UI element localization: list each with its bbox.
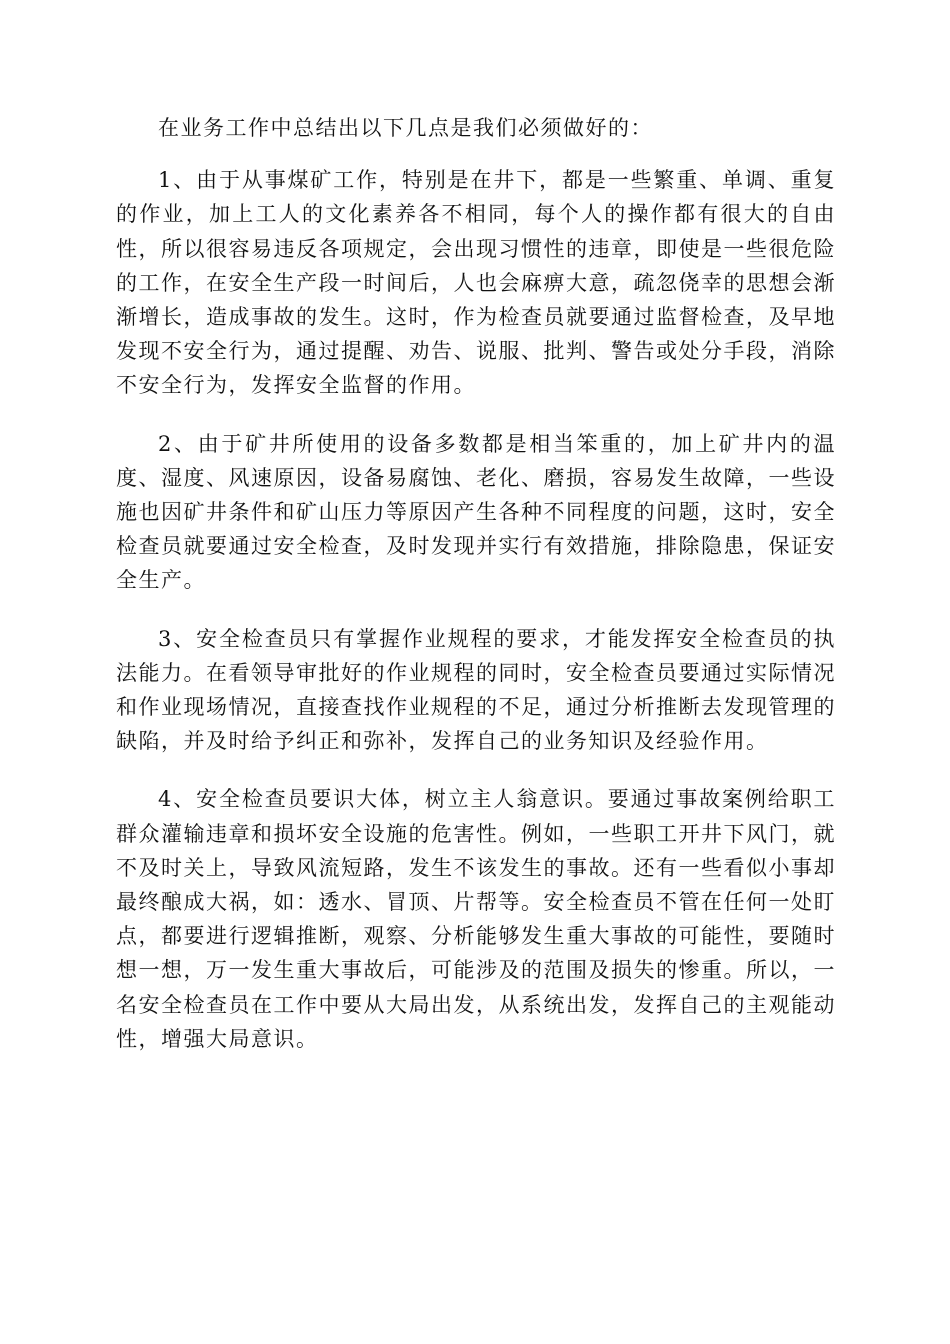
paragraph-3: 3、安全检查员只有掌握作业规程的要求，才能发挥安全检查员的执法能力。在看领导审批好的作业规程的同时，安全检查员要通过实际情况和作业现场情况，直接查找作业规程的不足，通过分析推断去发现管理的缺陷，并及时给予纠正和弥补，发挥自己的业务知识及经验作用。 xyxy=(116,626,836,754)
paragraph-1: 1、由于从事煤矿工作，特别是在井下，都是一些繁重、单调、重复的作业，加上工人的文化素养各不相同，每个人的操作都有很大的自由性，所以很容易违反各项规定，会出现习惯性的违章，即使是一些很危险的工作，在安全生产段一时间后，人也会麻痹大意，疏忽侥幸的思想会渐渐增长，造成事故的发生。这时，作为检查员就要通过监督检查，及早地发现不安全行为，通过提醒、劝告、说服、批判、警告或处分手段，消除不安全行为，发挥安全监督的作用。 xyxy=(116,168,836,398)
intro-paragraph: 在业务工作中总结出以下几点是我们必须做好的： xyxy=(158,116,653,140)
paragraph-4: 4、安全检查员要识大体，树立主人翁意识。要通过事故案例给职工群众灌输违章和损坏安全设施的危害性。例如，一些职工开井下风门，就不及时关上，导致风流短路，发生不该发生的事故。还有一些看似小事却最终酿成大祸，如：透水、冒顶、片帮等。安全检查员不管在任何一处盯点，都要进行逻辑推断，观察、分析能够发生重大事故的可能性，要随时想一想，万一发生重大事故后，可能涉及的范围及损失的惨重。所以，一名安全检查员在工作中要从大局出发，从系统出发，发挥自己的主观能动性，增强大局意识。 xyxy=(116,787,836,1051)
paragraph-2: 2、由于矿井所使用的设备多数都是相当笨重的，加上矿井内的温度、湿度、风速原因，设备易腐蚀、老化、磨损，容易发生故障，一些设施也因矿井条件和矿山压力等原因产生各种不同程度的问题，这时，安全检查员就要通过安全检查，及时发现并实行有效措施，排除隐患，保证安全生产。 xyxy=(116,431,836,593)
